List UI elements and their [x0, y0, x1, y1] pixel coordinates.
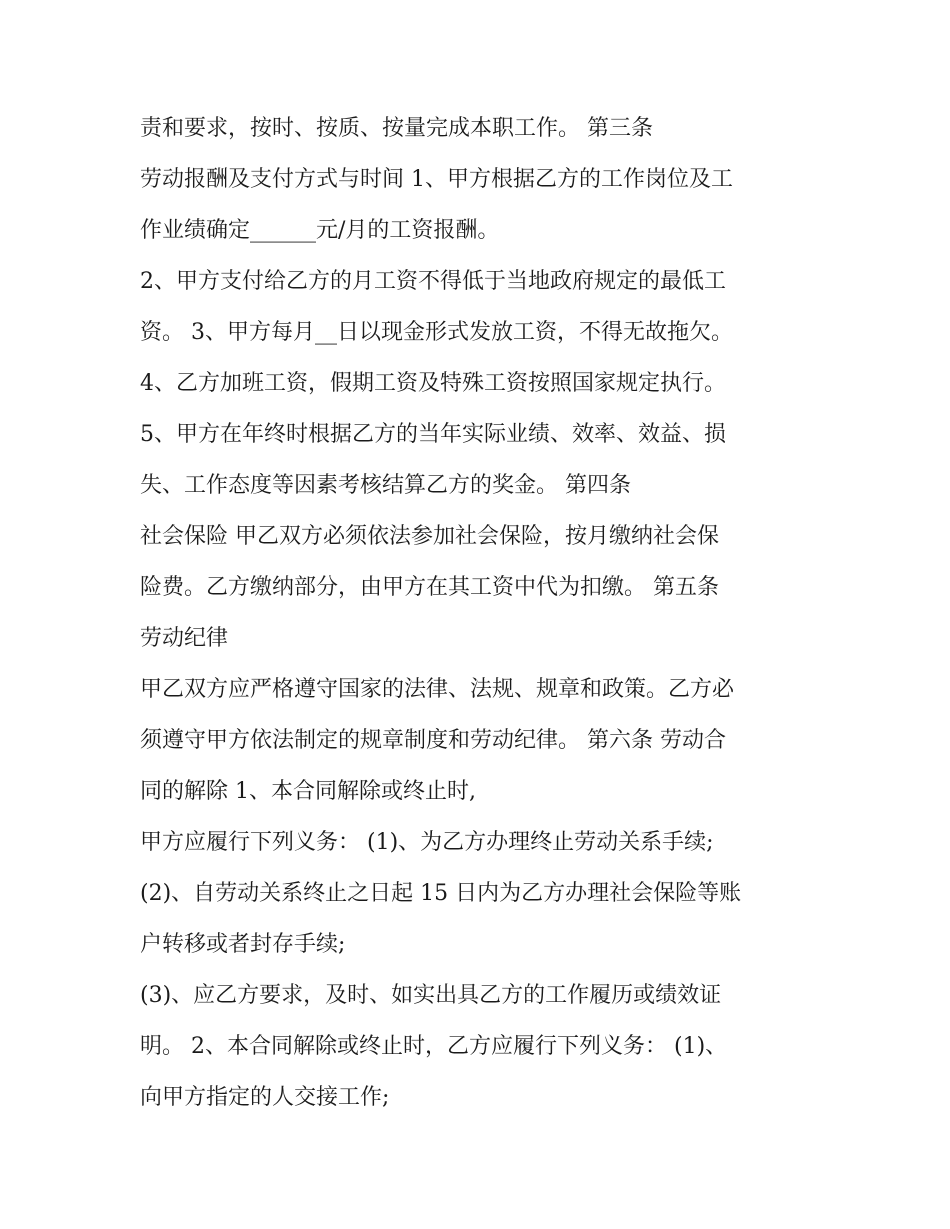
text-line: 失、工作态度等因素考核结算乙方的奖金。 第四条 — [140, 473, 631, 498]
document-body — [140, 103, 820, 1123]
text-line: 甲乙双方应严格遵守国家的法律、法规、规章和政策。乙方必 — [140, 677, 735, 702]
text-line: 社会保险 甲乙双方必须依法参加社会保险，按月缴纳社会保 — [140, 524, 719, 549]
text-line: 责和要求，按时、按质、按量完成本职工作。 第三条 — [140, 116, 653, 141]
text-line: 劳动报酬及支付方式与时间 1、甲方根据乙方的工作岗位及工 — [140, 167, 733, 192]
text-line: (2)、自劳动关系终止之日起 15 日内为乙方办理社会保险等账 — [140, 881, 742, 906]
text-line: 险费。乙方缴纳部分，由甲方在其工资中代为扣缴。 第五条 — [140, 575, 719, 600]
text-line: 须遵守甲方依法制定的规章制度和劳动纪律。 第六条 劳动合 — [140, 728, 726, 753]
text-line: 户转移或者封存手续; — [140, 932, 346, 957]
text-line: 甲方应履行下列义务： (1)、为乙方办理终止劳动关系手续; — [140, 830, 714, 855]
text-line: 5、甲方在年终时根据乙方的当年实际业绩、效率、效益、损 — [140, 422, 726, 447]
text-line: 同的解除 1、本合同解除或终止时, — [140, 779, 476, 804]
text-line: (3)、应乙方要求，及时、如实出具乙方的工作履历或绩效证 — [140, 983, 722, 1008]
text-line: 明。 2、本合同解除或终止时，乙方应履行下列义务： (1)、 — [140, 1034, 728, 1059]
text-line: 2、甲方支付给乙方的月工资不得低于当地政府规定的最低工 — [140, 269, 726, 294]
text-line: 劳动纪律 — [140, 626, 229, 651]
text-line: 4、乙方加班工资，假期工资及特殊工资按照国家规定执行。 — [140, 371, 726, 396]
text-line: 作业绩确定______元/月的工资报酬。 — [140, 218, 500, 243]
text-line: 向甲方指定的人交接工作; — [140, 1085, 390, 1110]
text-line: 资。 3、甲方每月__日以现金形式发放工资，不得无故拖欠。 — [140, 320, 733, 345]
